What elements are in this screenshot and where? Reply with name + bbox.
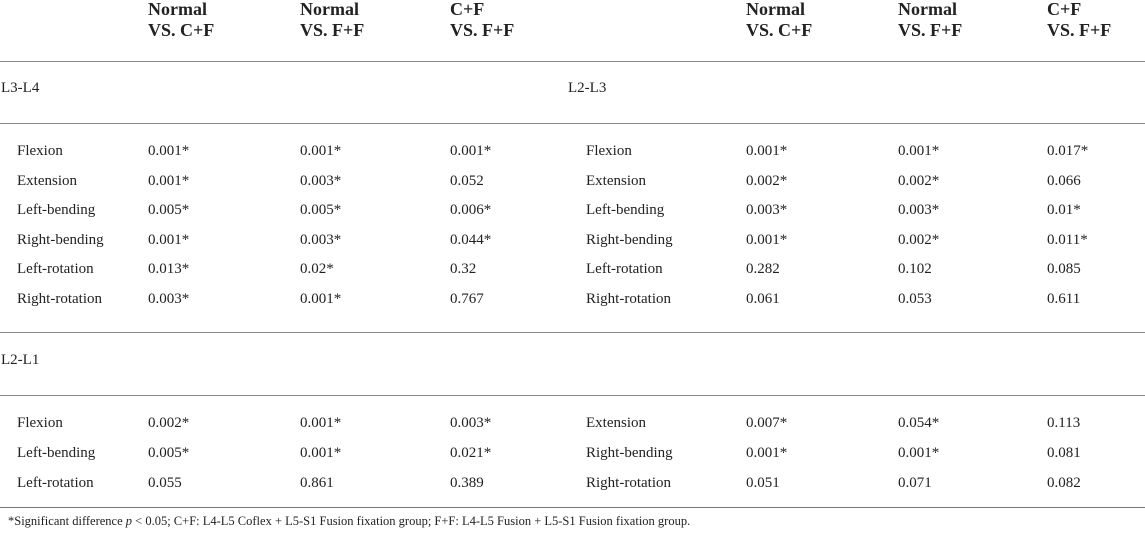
table-cell: 0.006* [450, 202, 492, 218]
row-label: Right-bending [586, 445, 673, 461]
row-label: Left-rotation [586, 261, 663, 277]
table-cell: 0.282 [746, 261, 780, 277]
table-cell: 0.611 [1047, 291, 1081, 307]
table-cell: 0.005* [148, 202, 190, 218]
table-cell: 0.003* [300, 232, 342, 248]
row-label: Right-rotation [586, 291, 671, 307]
table-cell: 0.003* [148, 291, 190, 307]
table-cell: 0.102 [898, 261, 932, 277]
table-cell: 0.081 [1047, 445, 1081, 461]
header-col3 [450, 0, 514, 41]
header-col3-line2: VS. F+F [450, 20, 515, 40]
header-col4-line2: VS. C+F [746, 20, 813, 40]
table-cell: 0.005* [148, 445, 190, 461]
header-col3-line1: C+F [450, 0, 485, 19]
table-cell: 0.002* [746, 173, 788, 189]
table-footnote [8, 514, 690, 529]
table-cell: 0.053 [898, 291, 932, 307]
table-cell: 0.003* [898, 202, 940, 218]
table-cell: 0.061 [746, 291, 780, 307]
header-col6 [1047, 0, 1111, 41]
section-label-l2-l3: L2-L3 [568, 80, 607, 96]
table-bottom-border [0, 507, 1145, 508]
table-cell: 0.001* [148, 173, 190, 189]
table-cell: 0.054* [898, 415, 940, 431]
row-label: Left-bending [17, 445, 96, 461]
footnote-part2: < 0.05; C+F: L4-L5 Coflex + L5-S1 Fusion fixation group; F+F: L4-L5 Fusion + L5-S1 Fusion fixation group. [132, 514, 691, 528]
row-label: Left-bending [586, 202, 665, 218]
table-cell: 0.002* [898, 173, 940, 189]
table-cell: 0.32 [450, 261, 477, 277]
table-cell: 0.005* [300, 202, 342, 218]
table-cell: 0.001* [450, 143, 492, 159]
table-cell: 0.001* [300, 445, 342, 461]
row-label: Right-rotation [586, 475, 671, 491]
table-cell: 0.082 [1047, 475, 1081, 491]
footnote-p-symbol: p [125, 514, 133, 528]
header-col5 [898, 0, 962, 41]
row-label: Right-bending [586, 232, 673, 248]
table-cell: 0.011* [1047, 232, 1088, 248]
row-label: Left-bending [17, 202, 96, 218]
header-col4 [746, 0, 812, 41]
table-cell: 0.001* [300, 143, 342, 159]
table-cell: 0.389 [450, 475, 484, 491]
footnote-part1: *Significant difference [8, 514, 126, 528]
table-cell: 0.001* [746, 143, 788, 159]
header-divider [0, 61, 1145, 62]
section-b-divider [0, 395, 1145, 396]
row-label: Left-rotation [17, 475, 94, 491]
table-cell: 0.071 [898, 475, 932, 491]
section-label-l3-l4: L3-L4 [1, 80, 40, 96]
table-cell: 0.066 [1047, 173, 1081, 189]
table-cell: 0.007* [746, 415, 788, 431]
row-label: Right-bending [17, 232, 104, 248]
table-cell: 0.044* [450, 232, 492, 248]
section-label-l2-l1: L2-L1 [1, 352, 40, 368]
table-cell: 0.021* [450, 445, 492, 461]
table-cell: 0.002* [898, 232, 940, 248]
header-col1-line2: VS. C+F [148, 20, 215, 40]
table-cell: 0.051 [746, 475, 780, 491]
table-cell: 0.003* [300, 173, 342, 189]
table-cell: 0.001* [300, 415, 342, 431]
row-label: Flexion [17, 143, 63, 159]
header-col5-line1: Normal [898, 0, 957, 19]
header-col6-line2: VS. F+F [1047, 20, 1112, 40]
section-a-divider [0, 123, 1145, 124]
table-cell: 0.003* [450, 415, 492, 431]
header-col5-line2: VS. F+F [898, 20, 963, 40]
table-cell: 0.861 [300, 475, 334, 491]
table-cell: 0.001* [148, 232, 190, 248]
table-cell: 0.013* [148, 261, 190, 277]
row-label: Extension [586, 415, 646, 431]
row-label: Flexion [17, 415, 63, 431]
section-b-top-divider [0, 332, 1145, 333]
table-cell: 0.001* [898, 143, 940, 159]
table-cell: 0.002* [148, 415, 190, 431]
header-col2 [300, 0, 364, 41]
table-cell: 0.017* [1047, 143, 1089, 159]
table-cell: 0.085 [1047, 261, 1081, 277]
header-col4-line1: Normal [746, 0, 805, 19]
header-col2-line2: VS. F+F [300, 20, 365, 40]
table-cell: 0.003* [746, 202, 788, 218]
table-cell: 0.001* [746, 445, 788, 461]
table-cell: 0.052 [450, 173, 484, 189]
table-cell: 0.001* [746, 232, 788, 248]
table-cell: 0.02* [300, 261, 334, 277]
table-cell: 0.113 [1047, 415, 1081, 431]
header-col1 [148, 0, 214, 41]
header-col1-line1: Normal [148, 0, 207, 19]
row-label: Extension [586, 173, 646, 189]
row-label: Flexion [586, 143, 632, 159]
header-col2-line1: Normal [300, 0, 359, 19]
table-cell: 0.767 [450, 291, 484, 307]
table-cell: 0.001* [898, 445, 940, 461]
row-label: Extension [17, 173, 77, 189]
table-cell: 0.055 [148, 475, 182, 491]
row-label: Left-rotation [17, 261, 94, 277]
table-cell: 0.001* [300, 291, 342, 307]
table-cell: 0.01* [1047, 202, 1081, 218]
header-col6-line1: C+F [1047, 0, 1082, 19]
table-cell: 0.001* [148, 143, 190, 159]
row-label: Right-rotation [17, 291, 102, 307]
